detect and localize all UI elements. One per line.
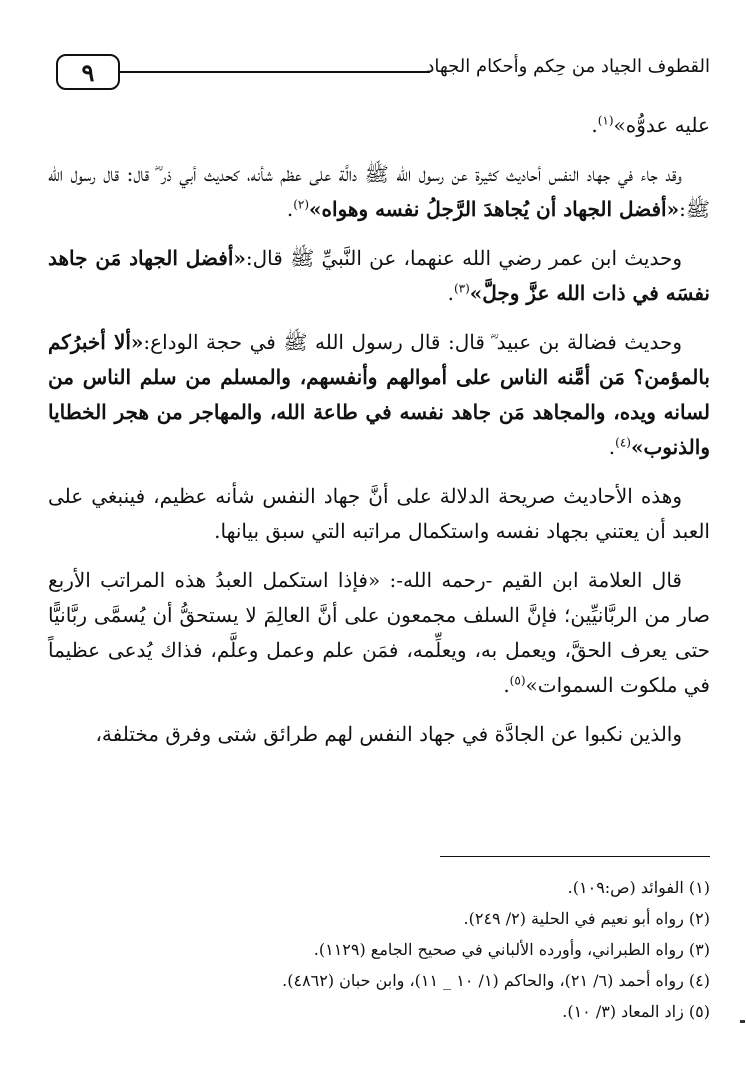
footnote-2: (٢) رواه أبو نعيم في الحلية (٢/ ٢٤٩). [463, 909, 710, 928]
paragraph-6: قال العلامة ابن القيم -رحمه الله-: «فإذا استكمل العبدُ هذه المراتب الأربع صار من الربَّانيِّين؛ فإنَّ السلف مجمعون على أنَّ العالِمَ لا يستحقُّ أن يُسمَّى ربَّانيًّا حتى يعرف الحقَّ، ويعمل به، ويعلِّمه، فمَن علم وعمل وعلَّم، فذاك يُدعى عظيماً في ملكوت السموات»$^{(٥)}$. [48, 568, 710, 697]
paragraph-4: وحديث فضالة بن عبيد ؓ قال: قال رسول الله ﷺ في حجة الوداع:«ألا أخبرُكم بالمؤمن؟ مَن أمَّنه الناس على أموالهم وأنفسهم، والمسلم من سلم الناس من لسانه ويده، والمجاهد مَن جاهد نفسه في طاعة الله، والمهاجر من هجر الخطايا والذنوب»$^{(٤)}$. [48, 330, 710, 459]
page-header [56, 48, 710, 96]
header-rule [118, 71, 430, 73]
paragraph-5: وهذه الأحاديث صريحة الدلالة على أنَّ جهاد النفس شأنه عظيم، فينبغي على العبد أن يعتني بجهاد نفسه واستكمال مراتبه التي سبق بيانها. [48, 484, 710, 543]
footnotes [48, 872, 710, 1027]
paragraph-2: وقد جاء في جهاد النفس أحاديث كثيرة عن رسول الله ﷺ دالَّة على عظم شأنه، كحديث أبي ذر ؓ قال: قال رسول الله ﷺ:«أفضل الجهاد أن يُجاهدَ الرَّجلُ نفسه وهواه»$^{(٢)}$. [48, 162, 710, 221]
hadith-quote-3: «ألا أخبرُكم بالمؤمن؟ مَن أمَّنه الناس على أموالهم وأنفسهم، والمسلم من سلم الناس من لسانه ويده، والمجاهد مَن جاهد نفسه في طاعة الله، والمهاجر من هجر الخطايا والذنوب» [48, 330, 710, 459]
body-text [48, 108, 710, 766]
ref-3: (٣) [453, 281, 470, 296]
ref-1: (١) [597, 113, 614, 128]
paragraph-1: عليه عدوُّه»$^{(١)}$. [591, 113, 710, 137]
hadith-quote-2: «أفضل الجهاد مَن جاهد نفسَه في ذات الله عزَّ وجلَّ» [48, 246, 710, 305]
running-title: القطوف الجياد من حِكم وأحكام الجهاد [426, 56, 710, 77]
paragraph-7: والذين نكبوا عن الجادَّة في جهاد النفس لهم طرائق شتى وفرق مختلفة، [95, 722, 682, 746]
hadith-quote-1: «أفضل الجهاد أن يُجاهدَ الرَّجلُ نفسه وهواه» [309, 197, 680, 221]
footnote-rule [440, 856, 710, 857]
ref-4: (٤) [615, 435, 631, 450]
ref-2: (٢) [293, 197, 310, 212]
scan-mark [740, 1020, 745, 1023]
page-number: ٩ [56, 54, 120, 90]
ref-5: (٥) [509, 673, 526, 688]
footnote-5: (٥) زاد المعاد (٣/ ١٠). [562, 1002, 710, 1021]
paragraph-3: وحديث ابن عمر رضي الله عنهما، عن النَّبيِّ ﷺ قال:«أفضل الجهاد مَن جاهد نفسَه في ذات الله عزَّ وجلَّ»$^{(٣)}$. [48, 246, 710, 305]
footnote-4: (٤) رواه أحمد (٦/ ٢١)، والحاكم (١/ ١٠ _ ١١)، وابن حبان (٤٨٦٢). [282, 971, 710, 990]
footnote-3: (٣) رواه الطبراني، وأورده الألباني في صحيح الجامع (١١٢٩). [313, 940, 710, 959]
footnote-1: (١) الفوائد (ص:١٠٩). [567, 878, 710, 897]
